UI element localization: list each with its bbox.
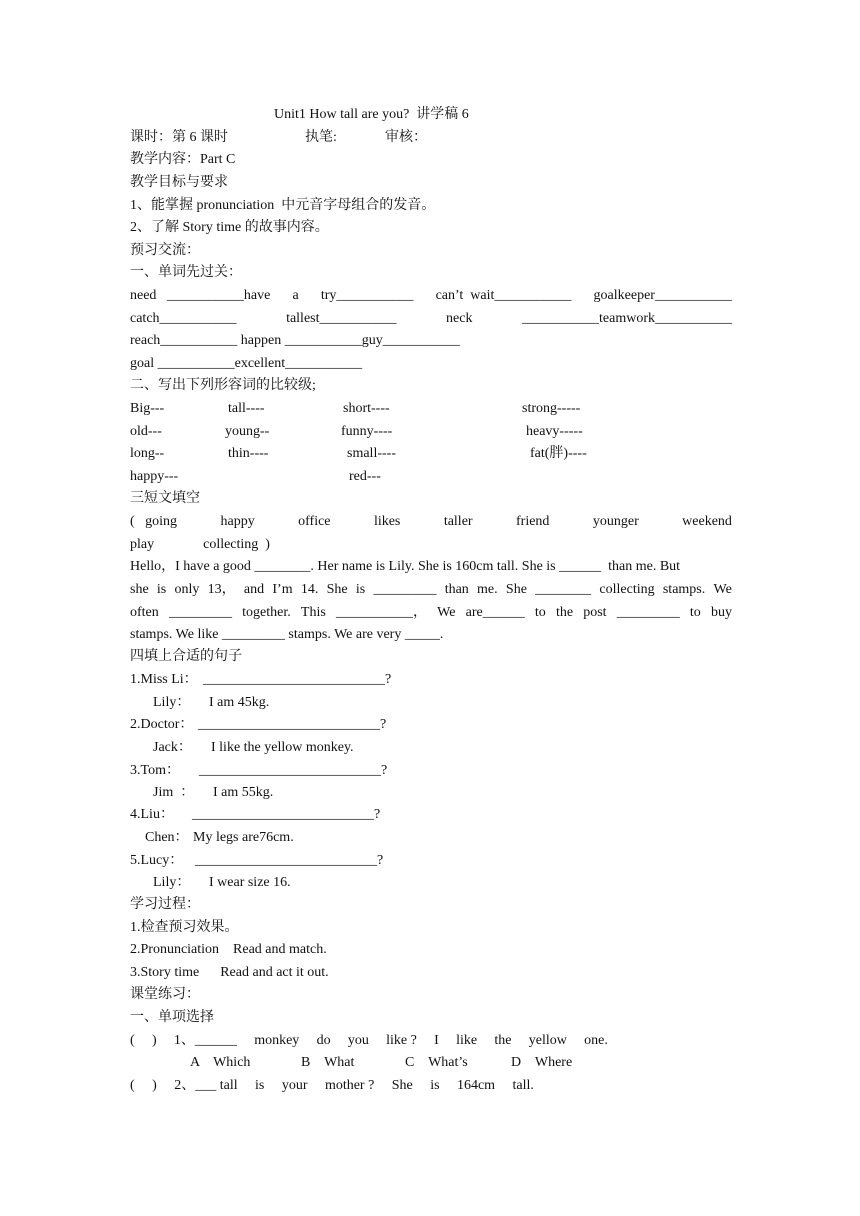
word-bank: play collecting ) [130, 537, 270, 552]
vocab-item: goalkeeper___________ [593, 288, 732, 303]
answer-blank: __________________________? [203, 672, 392, 687]
goals-heading: 教学目标与要求 [130, 175, 228, 190]
choice-question [130, 1077, 534, 1095]
word-bank-item: weekend [682, 514, 732, 529]
passage-word: she [130, 582, 149, 597]
vocab-item: neck [446, 311, 473, 326]
passage-word: She [326, 582, 348, 597]
passage-word: is [156, 582, 167, 597]
header-period: 课时：第 6 课时 [130, 130, 228, 145]
adjective-item: small---- [347, 446, 396, 461]
dialog-speaker: Lily： [153, 875, 191, 890]
goal-item: 1、能掌握 pronunciation 中元音字母组合的发音。 [130, 198, 436, 213]
dialog-speaker: Jack： [153, 740, 192, 755]
vocab-row [130, 310, 732, 328]
question-word: I [434, 1033, 439, 1048]
passage-line [130, 604, 732, 622]
adjective-item: red--- [349, 469, 381, 484]
passage-word: We [437, 605, 456, 620]
adjective-item: old--- [130, 424, 162, 439]
question-word: is [255, 1078, 265, 1093]
word-bank-item: taller [443, 514, 473, 529]
answer-blank: __________________________? [198, 717, 387, 732]
passage-word: _________ [616, 605, 680, 620]
passage-word: buy [710, 605, 732, 620]
passage-word: ________ [535, 582, 592, 597]
word-bank-item: office [298, 514, 331, 529]
passage-word: I’m [272, 582, 293, 597]
passage-word: _________ [168, 605, 232, 620]
dialog-speaker: 1.Miss Li： [130, 672, 198, 687]
vocab-item: tallest___________ [286, 311, 397, 326]
answer-blank: __________________________? [192, 807, 381, 822]
passage-line: Hello，I have a good ________. Her name is Lily. She is 160cm tall. She is ______ than me. But [130, 559, 681, 574]
answer-blank: __________________________? [199, 763, 388, 778]
passage-word: me. [477, 582, 498, 597]
word-bank-item: ( going [130, 514, 178, 529]
process-step: 3.Story time Read and act it out. [130, 965, 329, 980]
passage-word: are______ [465, 605, 525, 620]
passage-word: often [130, 605, 159, 620]
choice-option: C What’s [405, 1055, 468, 1070]
section4-heading: 四填上合适的句子 [130, 649, 242, 664]
question-word: you [347, 1033, 369, 1048]
question-word: ) [151, 1033, 157, 1048]
word-bank-item: younger [592, 514, 639, 529]
question-word: ) [152, 1078, 157, 1093]
adjective-item: heavy----- [526, 424, 583, 439]
question-word: your [281, 1078, 308, 1093]
adjective-item: strong----- [522, 401, 581, 416]
question-word: She [391, 1078, 413, 1093]
passage-word: to [534, 605, 546, 620]
passage-word: 14. [300, 582, 319, 597]
vocab-row: goal ___________excellent___________ [130, 356, 363, 371]
practice-subheading: 一、单项选择 [130, 1010, 214, 1025]
dialog-speaker: 3.Tom： [130, 763, 180, 778]
question-word: do [316, 1033, 331, 1048]
passage-word: stamps. [662, 582, 706, 597]
adjective-item: Big--- [130, 401, 165, 416]
adjective-item: short---- [343, 401, 390, 416]
question-word: 164cm [456, 1078, 496, 1093]
dialog-text: I wear size 16. [209, 875, 291, 890]
dialog-speaker: Jim ： [153, 785, 195, 800]
passage-word: to [689, 605, 701, 620]
question-word: mother ? [324, 1078, 375, 1093]
question-word: the [494, 1033, 512, 1048]
question-word: like ? [386, 1033, 417, 1048]
word-bank-item: happy [220, 514, 255, 529]
word-bank-item: friend [516, 514, 550, 529]
section3-heading: 三短文填空 [130, 491, 200, 506]
word-bank [130, 513, 732, 531]
question-word: like [456, 1033, 478, 1048]
content-line: 教学内容：Part C [130, 152, 236, 167]
passage-word: than [444, 582, 469, 597]
adjective-item: tall---- [228, 401, 265, 416]
passage-word: together. [242, 605, 291, 620]
dialog-text: I am 55kg. [213, 785, 274, 800]
passage-word: 13， [207, 582, 236, 597]
choice-option: B What [301, 1055, 355, 1070]
question-word: ( [130, 1033, 135, 1048]
answer-blank: __________________________? [195, 853, 384, 868]
question-word: tall. [512, 1078, 534, 1093]
passage-word: ___________， [335, 605, 427, 620]
header-reviewer: 审核： [385, 130, 427, 145]
passage-word: She [505, 582, 527, 597]
vocab-item: a [292, 288, 299, 303]
question-word: monkey [254, 1033, 300, 1048]
page-title: Unit1 How tall are you? 讲学稿 6 [274, 107, 469, 122]
section1-heading: 一、单词先过关： [130, 265, 242, 280]
dialog-speaker: Chen： [145, 830, 189, 845]
preview-heading: 预习交流： [130, 243, 200, 258]
section2-heading: 二、写出下列形容词的比较级; [130, 378, 316, 393]
dialog-speaker: 5.Lucy： [130, 853, 184, 868]
question-word: one. [584, 1033, 608, 1048]
adjective-item: fat(胖)---- [530, 446, 587, 461]
dialog-text: I like the yellow monkey. [211, 740, 354, 755]
goal-item: 2、了解 Story time 的故事内容。 [130, 220, 329, 235]
passage-word: We [713, 582, 732, 597]
dialog-text: I am 45kg. [209, 695, 270, 710]
passage-word: _________ [373, 582, 437, 597]
adjective-item: young-- [225, 424, 270, 439]
dialog-speaker: Lily： [153, 695, 191, 710]
passage-word: is [355, 582, 366, 597]
question-word: yellow [528, 1033, 567, 1048]
vocab-item: try___________ [320, 288, 414, 303]
dialog-speaker: 2.Doctor： [130, 717, 194, 732]
choice-option: D Where [511, 1055, 573, 1070]
process-heading: 学习过程： [130, 897, 200, 912]
header-writer: 执笔: [305, 130, 337, 145]
question-word: is [430, 1078, 440, 1093]
vocab-item: ___________teamwork___________ [522, 311, 732, 326]
adjective-item: funny---- [341, 424, 393, 439]
question-word: 1、______ [173, 1033, 237, 1048]
passage-word: collecting [599, 582, 655, 597]
practice-heading: 课堂练习： [130, 987, 200, 1002]
passage-word: post [583, 605, 607, 620]
passage-line [130, 581, 732, 599]
passage-word: only [174, 582, 200, 597]
question-word: ( [130, 1078, 135, 1093]
passage-line: stamps. We like _________ stamps. We are very _____. [130, 627, 444, 642]
passage-word: and [243, 582, 265, 597]
vocab-row [130, 287, 732, 305]
adjective-item: happy--- [130, 469, 179, 484]
passage-word: This [300, 605, 326, 620]
vocab-item: catch___________ [130, 311, 237, 326]
adjective-item: thin---- [228, 446, 269, 461]
adjective-item: long-- [130, 446, 165, 461]
vocab-item: need ___________have [130, 288, 271, 303]
passage-word: the [555, 605, 574, 620]
dialog-speaker: 4.Liu： [130, 807, 174, 822]
process-step: 2.Pronunciation Read and match. [130, 942, 327, 957]
dialog-text: My legs are76cm. [193, 830, 294, 845]
process-step: 1.检查预习效果。 [130, 920, 239, 935]
choice-option: A Which [190, 1055, 251, 1070]
question-word: 2、___ tall [174, 1078, 238, 1093]
vocab-row: reach___________ happen ___________guy___________ [130, 333, 460, 348]
word-bank-item: likes [373, 514, 401, 529]
vocab-item: can’t wait___________ [435, 288, 572, 303]
choice-question [130, 1032, 608, 1050]
